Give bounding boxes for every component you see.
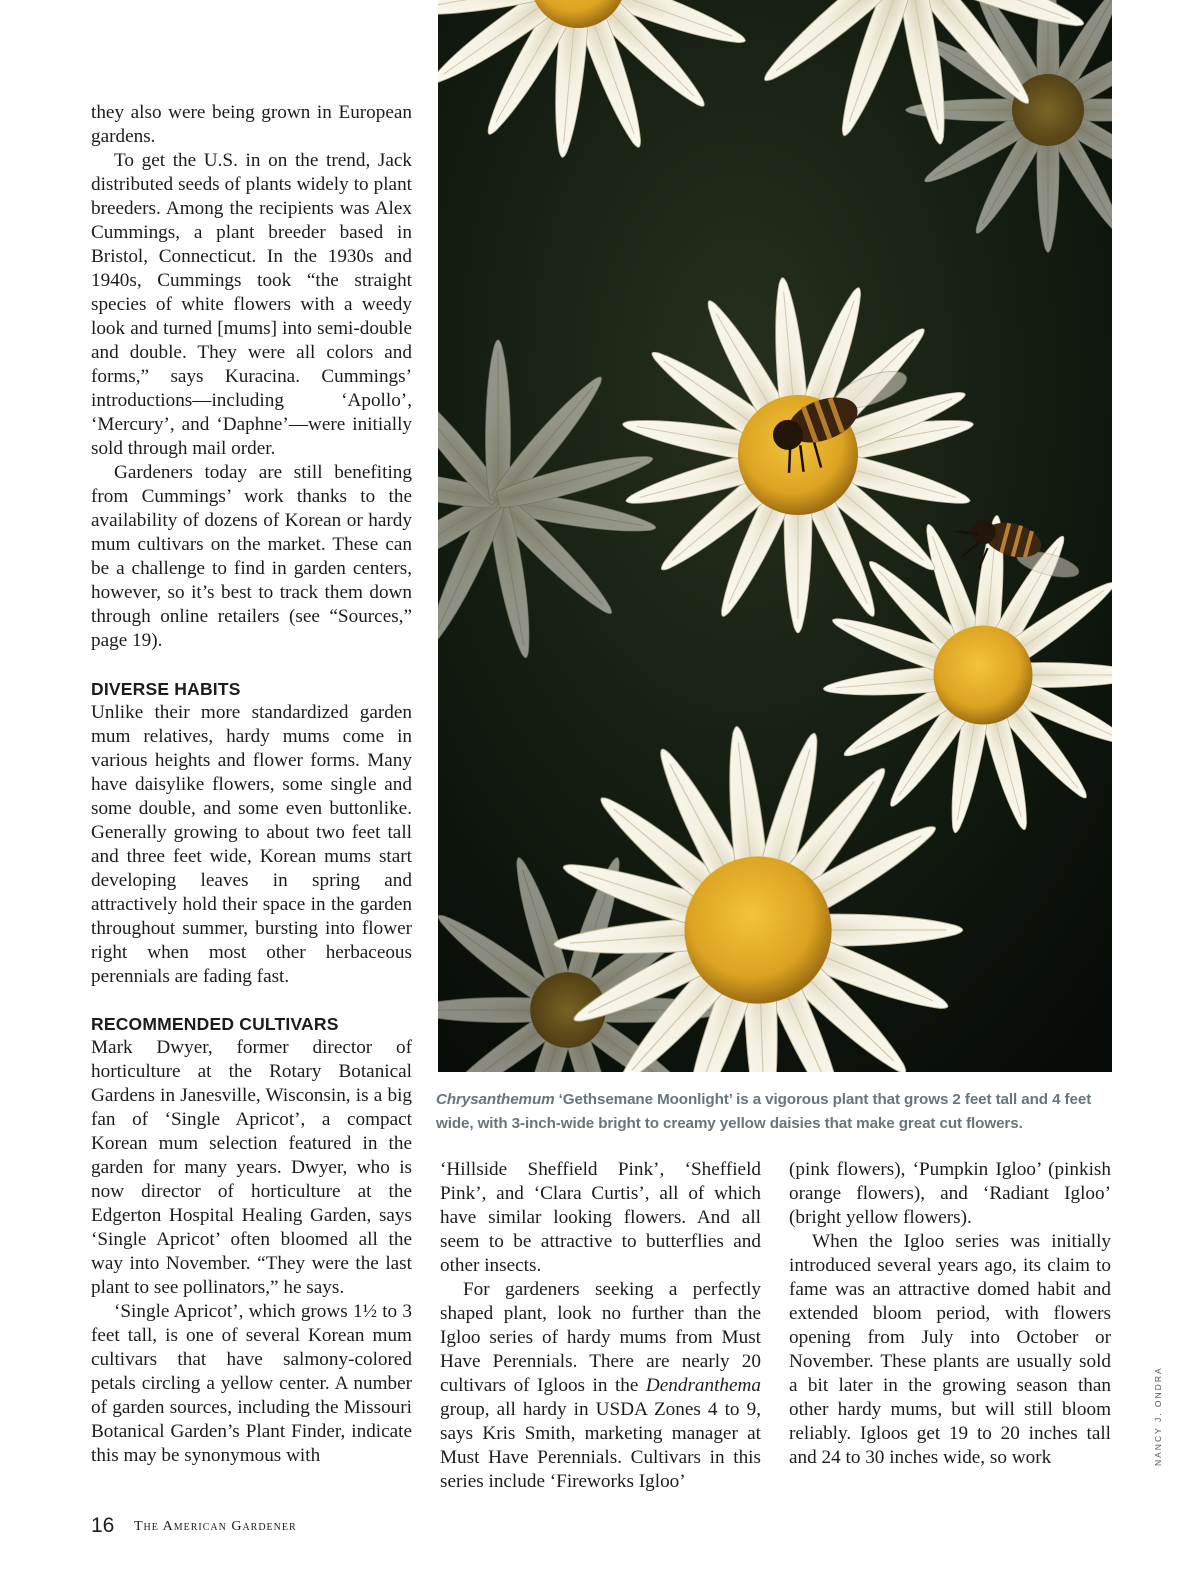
chrysanthemum-photo [438, 0, 1112, 1072]
paragraph: ‘Hillside Sheffield Pink’, ‘Sheffield Pink’, and ‘Clara Curtis’, all of which have similar looking flowers. And all seem to be attractive to butterflies and other insects. [440, 1159, 761, 1276]
publication-name: The American Gardener [134, 1519, 297, 1534]
photo-caption [436, 1088, 1116, 1136]
page-number: 16 [91, 1514, 115, 1537]
paragraph: Unlike their more standardized garden mum relatives, hardy mums come in various heights and flower forms. Many have daisylike flowers, some single and some double, and some even buttonlike. Generally growing to about two feet tall and three feet wide, Korean mums start developing leaves in spring and attractively hold their space in the garden throughout summer, bursting into flower right when most other herbaceous perennials are fading fast. [91, 702, 412, 987]
text-run: For gardeners seeking a perfectly shaped plant, look no further than the Igloo series of hardy mums from Must Have Perennials. There are nearly 20 cultivars of Igloos in the [440, 1279, 761, 1396]
article-column-2 [440, 1158, 761, 1494]
paragraph: (pink flowers), ‘Pumpkin Igloo’ (pinkish orange flowers), and ‘Radiant Igloo’ (bright yellow flowers). [789, 1159, 1111, 1228]
paragraph [440, 1278, 761, 1494]
paragraph: ‘Single Apricot’, which grows 1½ to 3 feet tall, is one of several Korean mum cultivars that have salmony-colored petals circling a yellow center. A number of garden sources, including the Missouri Botanical Garden’s Plant Finder, indicate this may be synonymous with [91, 1301, 412, 1466]
paragraph: To get the U.S. in on the trend, Jack distributed seeds of plants widely to plant breeders. Among the recipients was Alex Cummings, a plant breeder based in Bristol, Connecticut. In the 1930s and 1940s, Cummings took “the straight species of white flowers with a weedy look and turned [mums] into semi-double and double. They were all colors and forms,” says Kuracina. Cummings’ introductions—including ‘Apollo’, ‘Mercury’, and ‘Daphne’—were initially sold through mail order. [91, 150, 412, 459]
section-heading-diverse-habits: DIVERSE HABITS [91, 679, 241, 699]
paragraph: Gardeners today are still benefiting from Cummings’ work thanks to the availability of dozens of Korean or hardy mum cultivars on the market. These can be a challenge to find in garden centers, however, so it’s best to track them down through online retailers (see “Sources,” page 19). [91, 462, 412, 651]
section-heading-recommended-cultivars: RECOMMENDED CULTIVARS [91, 1014, 339, 1034]
caption-text: ‘Gethsemane Moonlight’ is a vigorous plant that grows 2 feet tall and 4 feet wide, with 3-inch-wide bright to creamy yellow daisies that make great cut flowers. [436, 1091, 1092, 1132]
text-run: group, all hardy in USDA Zones 4 to 9, says Kris Smith, marketing manager at Must Have Perennials. Cultivars in this series include ‘Fireworks Igloo’ [440, 1399, 761, 1492]
paragraph: Mark Dwyer, former director of horticulture at the Rotary Botanical Gardens in Janesville, Wisconsin, is a big fan of ‘Single Apricot’, a compact Korean mum selection featured in the garden for many years. Dwyer, who is now director of horticulture at the Edgerton Hospital Healing Garden, says ‘Single Apricot’ often bloomed all the way into November. “They were the last plant to see pollinators,” he says. [91, 1037, 412, 1298]
paragraph: they also were being grown in European gardens. [91, 102, 412, 147]
italic-term: Dendranthema [645, 1375, 761, 1396]
caption-species: Chrysanthemum [436, 1091, 555, 1108]
paragraph: When the Igloo series was initially introduced several years ago, its claim to fame was an attractive domed habit and extended bloom period, with flowers opening from July into October or November. These plants are usually sold a bit later in the growing season than other hardy mums, but will still bloom reliably. Igloos get 19 to 20 inches tall and 24 to 30 inches wide, so work [789, 1231, 1111, 1468]
article-column-3 [789, 1158, 1111, 1470]
article-column-1 [91, 101, 412, 1468]
photo-credit: NANCY J. ONDRA [1153, 1366, 1163, 1466]
